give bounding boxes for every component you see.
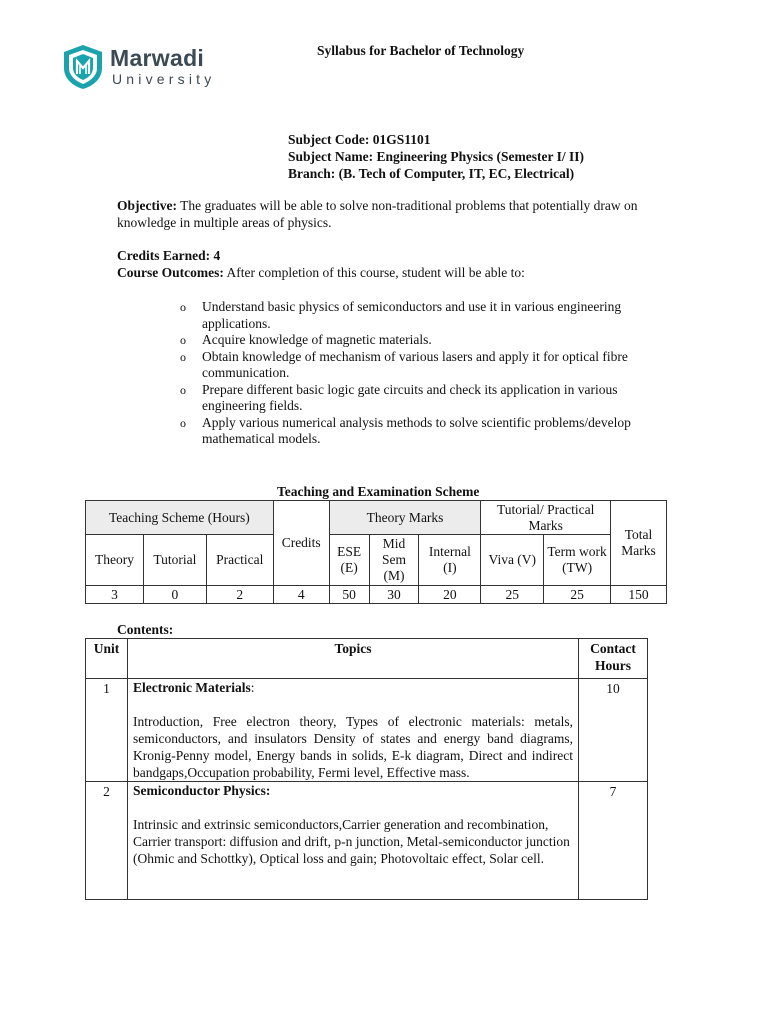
logo-subtitle: University [112,71,216,87]
objective-text: The graduates will be able to solve non-traditional problems that potentially draw on knowledge in multiple areas of physics. [117,198,638,230]
list-item: o Understand basic physics of semiconductors and use it in various engineering applications. [180,299,622,331]
bullet-icon: o [180,349,186,364]
topic-description: Intrinsic and extrinsic semiconductors,Carrier generation and recombination, Carrier transport: diffusion and drift, p-n junction, Metal-semiconductor junction (Ohmic and Schottky), Optical loss and gain; Photovoltaic effect, Solar cell. [132,817,570,866]
subject-branch: Branch: (B. Tech of Computer, IT, EC, Electrical) [288,166,575,181]
topic-description: Introduction, Free electron theory, Types of electronic materials: metals, semiconductors, and insulators Density of states and energy band diagrams, Kronig-Penny model, Energy bands in solids, E-k diagram, Direct and indirect bandgaps,Occupation probability, Fermi level, Effective mass. [132,714,574,780]
table-row: 3 0 2 4 50 30 20 25 25 150 [86,586,667,604]
course-outcomes-list [180,299,650,448]
topic-cell [127,782,578,900]
logo-name: Marwadi [110,45,205,71]
contact-hours: 10 [579,679,648,782]
list-item: o Prepare different basic logic gate circuits and check its application in various engineering fields. [180,381,618,413]
bullet-icon: o [180,382,186,397]
contents-label: Contents: [117,622,174,637]
list-item: o Obtain knowledge of mechanism of various lasers and apply it for optical fibre communication. [180,348,628,380]
internal-header: Internal (I) [419,535,481,586]
subject-block [288,131,584,182]
practical-header: Practical [206,535,273,586]
course-outcomes-intro [117,265,657,282]
topics-header: Topics [127,639,578,679]
unit-header: Unit [86,639,128,679]
topic-title: Electronic Materials [132,680,251,695]
shield-logo-icon [62,44,104,90]
theory-header: Theory [86,535,144,586]
contact-hours-header: Contact Hours [579,639,648,679]
table-row [86,679,648,782]
topic-cell: Electronic Materials: Introduction, Free electron theory, Types of electronic materials: metals, semiconductors, and insulators Density of states and energy band diagrams, Kronig-Penny model, Energy bands in solids, E-k diagram, Direct and indirect bandgaps,Occupation probability, Fermi level, Effective mass. [127,679,578,782]
subject-name: Subject Name: Engineering Physics (Semester I/ II) [288,149,584,164]
unit-number: 1 [86,679,128,782]
objective-paragraph [117,198,657,231]
credits-earned: Credits Earned: 4 [117,248,221,263]
bullet-icon: o [180,333,186,347]
viva-header: Viva (V) [481,535,544,586]
subject-code: Subject Code: 01GS1101 [288,132,431,147]
document-title: Syllabus for Bachelor of Technology [317,43,525,58]
course-outcomes-text: After completion of this course, student will be able to: [223,265,525,280]
objective-label: Objective: [117,198,177,213]
tutorial-practical-marks-header: Tutorial/ Practical Marks [481,501,611,535]
table-row [86,782,648,900]
bullet-icon: o [180,300,186,314]
mid-sem-header: Mid Sem (M) [369,535,419,586]
ese-header: ESE (E) [329,535,369,586]
total-marks-header: Total Marks [611,501,667,586]
teaching-hours-header: Teaching Scheme (Hours) [86,501,274,535]
course-outcomes-label: Course Outcomes: [117,265,224,280]
list-item: o Apply various numerical analysis methods to solve scientific problems/develop mathematical models. [180,414,631,446]
term-work-header: Term work (TW) [544,535,611,586]
scheme-table [85,500,667,604]
contents-table [85,638,648,900]
list-item: o Acquire knowledge of magnetic materials. [180,332,432,347]
university-logo [62,44,242,90]
scheme-title: Teaching and Examination Scheme [277,484,480,499]
contact-hours: 7 [579,782,648,900]
credits-header: Credits [273,501,329,586]
bullet-icon: o [180,415,186,430]
tutorial-header: Tutorial [143,535,206,586]
unit-number: 2 [86,782,128,900]
topic-title: Semiconductor Physics: [132,783,271,798]
theory-marks-header: Theory Marks [329,501,481,535]
